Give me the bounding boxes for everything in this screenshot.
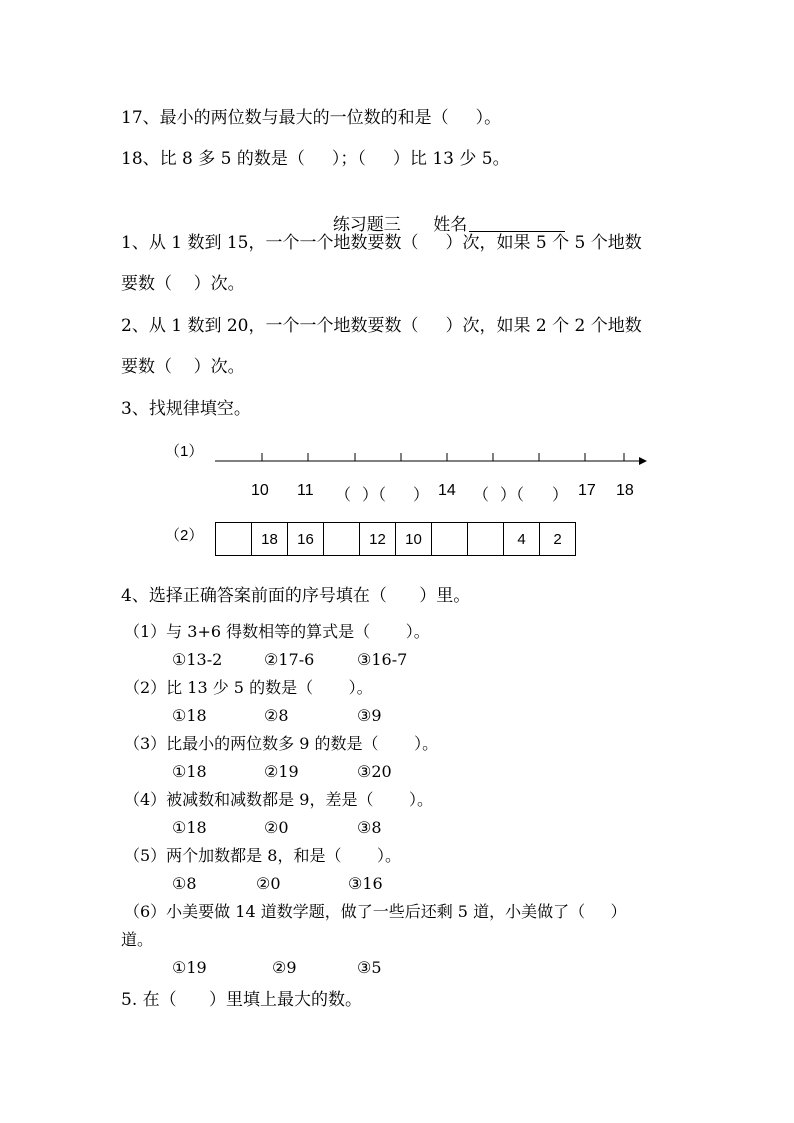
choice-question-5: （5）两个加数都是 8，和是（ ）。	[124, 846, 402, 865]
tick-label: ）（	[500, 487, 525, 504]
choice-option[interactable]: ③20	[357, 762, 392, 781]
choice-option[interactable]: ①18	[172, 762, 207, 781]
grid-cell: 2	[540, 522, 576, 556]
choice-option[interactable]: ②17-6	[264, 650, 315, 669]
question-2-line2: 要数（ ）次。	[121, 357, 245, 377]
number-line	[215, 451, 655, 471]
choice-option[interactable]: ①18	[172, 706, 207, 725]
tick-label: （	[335, 487, 352, 504]
title-text: 练习题三	[332, 215, 401, 235]
choice-option[interactable]: ②8	[264, 706, 289, 725]
choice-option[interactable]: ③16-7	[357, 650, 408, 669]
pattern-grid	[215, 522, 576, 556]
question-5: 5. 在（ ）里填上最大的数。	[121, 990, 363, 1010]
choice-option[interactable]: ②19	[264, 762, 299, 781]
choice-option[interactable]: ①19	[172, 958, 207, 977]
choice-option[interactable]: ①18	[172, 818, 207, 837]
choice-question-3: （3）比最小的两位数多 9 的数是（ ）。	[124, 734, 439, 753]
tick-label: ）	[552, 487, 569, 504]
choice-question-6: （6）小美要做 14 道数学题，做了一些后还剩 5 道，小美做了（ ）	[124, 902, 627, 921]
tick-label: ）（	[362, 487, 387, 504]
pattern-2-label: （2）	[165, 527, 204, 544]
choice-option[interactable]: ②0	[264, 818, 289, 837]
question-1-line2: 要数（ ）次。	[121, 274, 245, 294]
pattern-1-label: （1）	[165, 443, 204, 460]
tick-label: ）	[413, 487, 430, 504]
question-17: 17、最小的两位数与最大的一位数的和是（ ）。	[121, 108, 502, 128]
tick-label: 18	[616, 482, 634, 499]
choice-question-6-cont: 道。	[121, 930, 154, 949]
question-2-line1: 2、从 1 数到 20，一个一个地数要数（ ）次，如果 2 个 2 个地数	[121, 316, 642, 336]
choice-option[interactable]: ③16	[348, 874, 383, 893]
tick-label: 11	[297, 482, 314, 499]
tick-label: 10	[251, 482, 269, 499]
choice-option[interactable]: ②9	[272, 958, 297, 977]
choice-question-1: （1）与 3+6 得数相等的算式是（ ）。	[124, 622, 430, 641]
grid-cell[interactable]	[432, 522, 468, 556]
choice-option[interactable]: ③8	[357, 818, 382, 837]
grid-cell: 16	[288, 522, 324, 556]
exercise-title	[322, 190, 565, 235]
grid-cell: 10	[396, 522, 432, 556]
tick-label: 17	[578, 482, 596, 499]
name-blank[interactable]	[469, 215, 565, 232]
grid-cell[interactable]	[216, 522, 252, 556]
grid-cell: 4	[504, 522, 540, 556]
choice-question-2: （2）比 13 少 5 的数是（ ）。	[124, 678, 373, 697]
choice-option[interactable]: ②0	[256, 874, 281, 893]
grid-cell: 12	[360, 522, 396, 556]
question-18: 18、比 8 多 5 的数是（ ）；（ ）比 13 少 5。	[121, 149, 510, 169]
choice-question-4: （4）被减数和减数都是 9，差是（ ）。	[124, 790, 434, 809]
tick-label: （	[473, 487, 490, 504]
name-label: 姓名	[433, 215, 468, 235]
question-3: 3、找规律填空。	[121, 399, 251, 419]
choice-option[interactable]: ③5	[357, 958, 382, 977]
choice-option[interactable]: ①8	[172, 874, 197, 893]
grid-cell: 18	[252, 522, 288, 556]
choice-option[interactable]: ③9	[357, 706, 382, 725]
number-line-arrow	[639, 457, 647, 465]
question-4: 4、选择正确答案前面的序号填在（ ）里。	[121, 586, 471, 606]
choice-option[interactable]: ①13-2	[172, 650, 223, 669]
tick-label: 14	[438, 482, 456, 499]
grid-cell[interactable]	[468, 522, 504, 556]
grid-cell[interactable]	[324, 522, 360, 556]
question-1-line1: 1、从 1 数到 15，一个一个地数要数（ ）次，如果 5 个 5 个地数	[121, 233, 642, 253]
